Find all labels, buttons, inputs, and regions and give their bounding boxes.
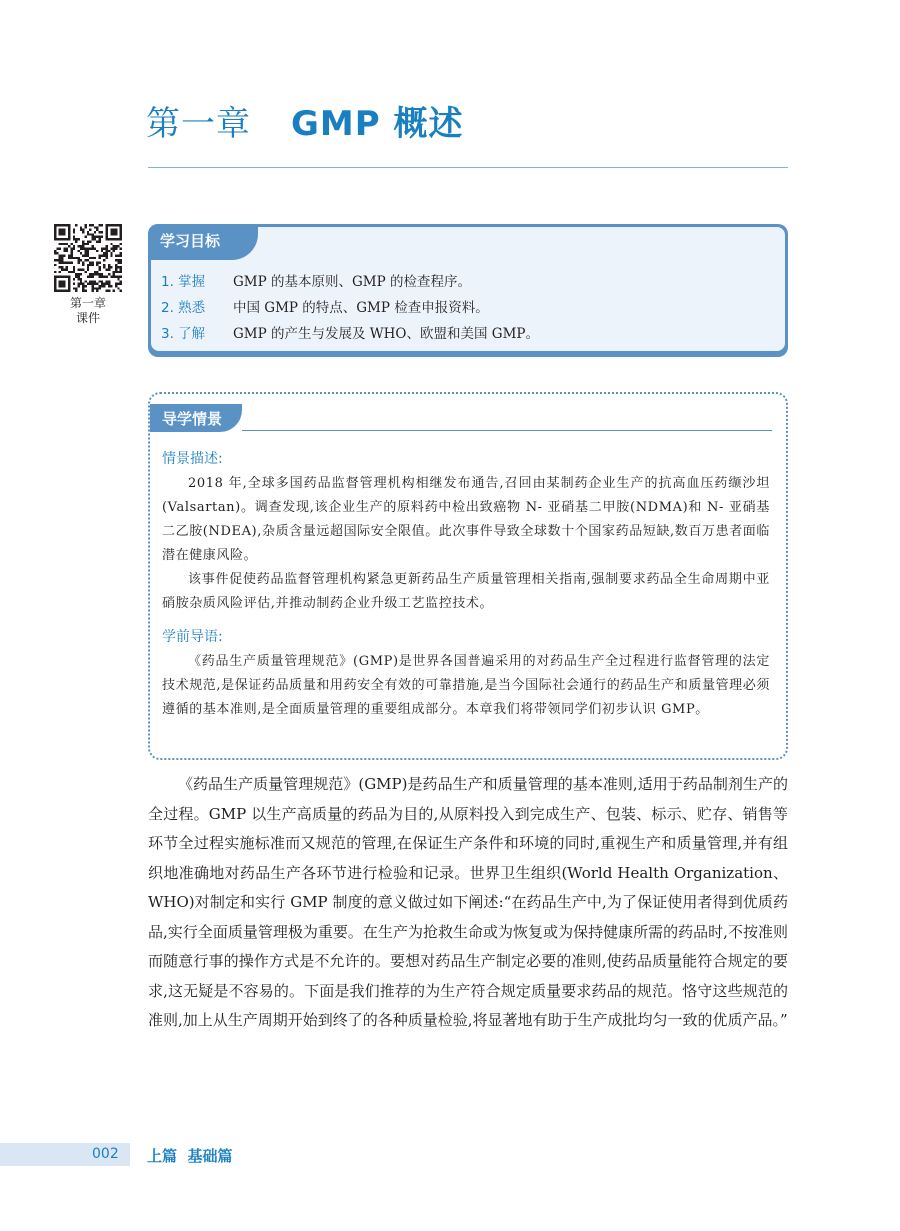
guided-scenario-title: 导学情景 — [162, 410, 223, 428]
qr-code-icon[interactable] — [54, 224, 122, 292]
running-head-part: 上篇 — [147, 1147, 178, 1165]
learning-objectives-box — [148, 224, 788, 357]
pre-study-intro — [162, 650, 770, 722]
scenario-description — [162, 472, 770, 616]
guided-scenario-rule — [242, 430, 772, 431]
chapter-name: GMP 概述 — [291, 104, 464, 144]
learning-objectives-tab — [148, 224, 258, 260]
objective-text: GMP 的基本原则、GMP 的检查程序。 — [233, 274, 471, 290]
qr-caption-courseware: 课件 — [75, 311, 100, 325]
objective-item — [161, 269, 539, 295]
objectives-list — [161, 269, 539, 347]
objective-item — [161, 321, 539, 347]
chapter-number: 第一章 — [146, 104, 251, 144]
qr-caption — [54, 296, 122, 326]
objective-level: 3. 了解 — [161, 326, 206, 342]
body-text — [148, 770, 788, 1036]
guided-scenario-box — [148, 392, 788, 760]
objective-level: 2. 熟悉 — [161, 300, 206, 316]
body-paragraph: 《药品生产质量管理规范》(GMP)是药品生产和质量管理的基本准则,适用于药品制剂生产的全过程。GMP 以生产高质量的药品为目的,从原料投入到完成生产、包装、标示、贮存、销售等环节全过程实施标准而又规范的管理,在保证生产条件和环境的同时,重视生产和质量管理,并有组织地准确地对药品生产各环节进行检验和记录。世界卫生组织(World Health Organization、WHO)对制定和实行 GMP 制度的意义做过如下阐述:“在药品生产中,为了保证使用者得到优质药品,实行全面质量管理极为重要。在生产为抢救生命或为恢复或为保持健康所需的药品时,不按准则而随意行事的操作方式是不允许的。要想对药品生产制定必要的准则,使药品质量能符合规定的要求,这无疑是不容易的。下面是我们推荐的为生产符合规定质量要求药品的规范。恪守这些规范的准则,加上从生产周期开始到终了的各种质量检验,将显著地有助于生产成批均匀一致的优质产品。” — [148, 775, 788, 1029]
running-head-section: 基础篇 — [187, 1147, 233, 1165]
title-divider — [148, 167, 788, 168]
pre-study-intro-label: 学前导语: — [162, 629, 223, 645]
objective-item — [161, 295, 539, 321]
qr-caption-chapter: 第一章 — [69, 296, 106, 310]
objective-text: 中国 GMP 的特点、GMP 检查申报资料。 — [233, 300, 489, 316]
qr-block — [54, 224, 122, 326]
scenario-paragraph: 2018 年,全球多国药品监督管理机构相继发布通告,召回由某制药企业生产的抗高血压药缬沙坦(Valsartan)。调查发现,该企业生产的原料药中检出致癌物 N- 亚硝基二甲胺(NDMA)和 N- 亚硝基二乙胺(NDEA),杂质含量远超国际安全限值。此次事件导致全球数十个国家药品短缺,数百万患者面临潜在健康风险。 — [162, 476, 770, 563]
guided-scenario-tab — [150, 404, 242, 432]
learning-objectives-panel — [151, 227, 785, 351]
scenario-paragraph: 该事件促使药品监督管理机构紧急更新药品生产质量管理相关指南,强制要求药品全生命周期中亚硝胺杂质风险评估,并推动制药企业升级工艺监控技术。 — [162, 572, 770, 611]
learning-objectives-title: 学习目标 — [160, 232, 221, 250]
scenario-description-label: 情景描述: — [162, 451, 223, 467]
chapter-title — [146, 96, 464, 145]
running-head — [147, 1145, 232, 1166]
objective-text: GMP 的产生与发展及 WHO、欧盟和美国 GMP。 — [233, 326, 539, 342]
intro-paragraph: 《药品生产质量管理规范》(GMP)是世界各国普遍采用的对药品生产全过程进行监督管理的法定技术规范,是保证药品质量和用药安全有效的可靠措施,是当今国际社会通行的药品生产和质量管理必须遵循的基本准则,是全面质量管理的重要组成部分。本章我们将带领同学们初步认识 GMP。 — [162, 654, 770, 717]
page-number: 002 — [92, 1146, 119, 1162]
objective-level: 1. 掌握 — [161, 274, 206, 290]
